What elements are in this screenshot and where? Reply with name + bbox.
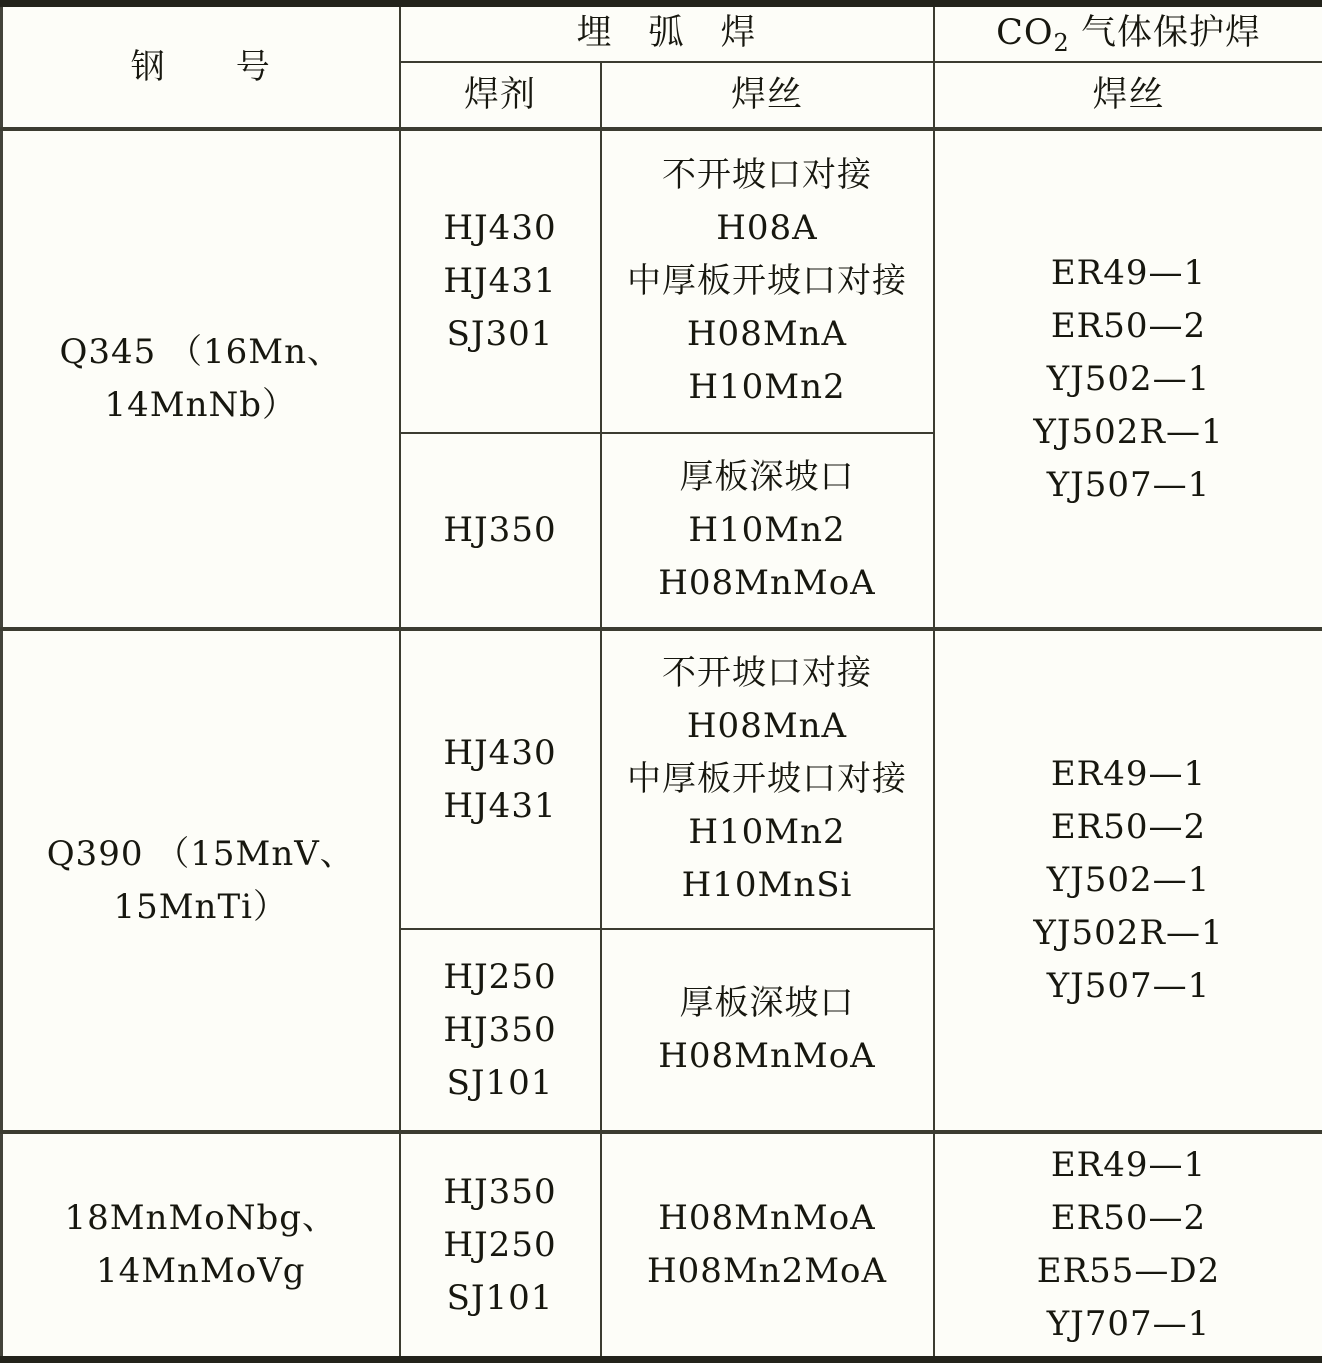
cell-text-line: ER49—1 [1050, 754, 1207, 795]
header-flux: 焊剂 [400, 62, 601, 129]
cell-text-line: HJ250 [443, 956, 557, 997]
cell-text-line: 中厚板开坡口对接 [627, 759, 907, 800]
cell-text-line: H08MnMoA [658, 563, 876, 604]
wire-cell-q345-a [601, 129, 934, 433]
cell-text-line: ER49—1 [1050, 252, 1207, 293]
wire-cell-q345-b [601, 433, 934, 629]
cell-text-line: H08Mn2MoA [646, 1251, 888, 1292]
cell-text-line: ER50—2 [1050, 305, 1207, 346]
steel-grade-cell-18mnmonbg: 18MnMoNbg、14MnMoVg [2, 1132, 400, 1359]
wire-cell-q390-a [601, 629, 934, 929]
cell-text-line: 中厚板开坡口对接 [627, 261, 907, 302]
cell-text-line: H08MnMoA [658, 1036, 876, 1077]
cell-text-line: H08A [716, 208, 818, 249]
cell-text-line: H10Mn2 [688, 812, 846, 853]
flux-cell-q345-b [400, 433, 601, 629]
cell-text-line: YJ502—1 [1046, 358, 1211, 399]
cell-text-line: 厚板深坡口 [679, 457, 855, 498]
cell-text-line: ER50—2 [1050, 807, 1207, 848]
cell-text-line: H08MnA [686, 314, 848, 355]
steel-grade-cell-q345: Q345 （16Mn、14MnNb） [2, 129, 400, 629]
cell-text-line: YJ507—1 [1046, 966, 1211, 1007]
cell-text-line: HJ350 [443, 510, 557, 551]
cell-text-line: HJ430 [443, 208, 557, 249]
co2-label-suffix: 气体保护焊 [1068, 13, 1261, 54]
co2-label-subscript: 2 [1053, 29, 1069, 58]
cell-text-line: HJ350 [443, 1009, 557, 1050]
cell-text-line: YJ502R—1 [1033, 913, 1224, 954]
cell-text-line: ER49—1 [1050, 1145, 1207, 1186]
cell-text-line: YJ507—1 [1046, 464, 1211, 505]
cell-text-line: SJ101 [446, 1062, 554, 1103]
cell-text-line: ER55—D2 [1036, 1251, 1221, 1292]
cell-text-line: 厚板深坡口 [679, 983, 855, 1024]
cell-text-line: YJ502R—1 [1033, 411, 1224, 452]
co2-wire-cell-q345 [934, 129, 1322, 629]
header-submerged-arc-welding-group: 埋 弧 焊 [400, 4, 934, 62]
header-wire-co2: 焊丝 [934, 62, 1322, 129]
steel-grade-cell-q390: Q390 （15MnV、15MnTi） [2, 629, 400, 1132]
wire-cell-18mnmonbg [601, 1132, 934, 1359]
cell-text-line: H08MnA [686, 706, 848, 747]
flux-cell-q390-a [400, 629, 601, 929]
co2-wire-cell-18mnmonbg [934, 1132, 1322, 1359]
cell-text-line: YJ707—1 [1046, 1304, 1211, 1345]
cell-text-line: 不开坡口对接 [662, 653, 872, 694]
cell-text-line: ER50—2 [1050, 1198, 1207, 1239]
cell-text-line: YJ502—1 [1046, 860, 1211, 901]
cell-text-line: HJ431 [443, 261, 557, 302]
flux-cell-q345-a [400, 129, 601, 433]
flux-cell-18mnmonbg [400, 1132, 601, 1359]
cell-text-line: H10MnSi [681, 865, 853, 906]
cell-text-line: H08MnMoA [658, 1198, 876, 1239]
co2-wire-cell-q390 [934, 629, 1322, 1132]
wire-cell-q390-b [601, 929, 934, 1132]
cell-text-line: HJ431 [443, 785, 557, 826]
cell-text-line: 不开坡口对接 [662, 155, 872, 196]
cell-text-line: SJ301 [446, 314, 554, 355]
cell-text-line: HJ430 [443, 732, 557, 773]
cell-text-line: SJ101 [446, 1277, 554, 1318]
co2-label-prefix: CO [996, 13, 1054, 54]
cell-text-line: H10Mn2 [688, 510, 846, 551]
header-steel-grade: 钢 号 [2, 4, 400, 130]
header-wire-saw: 焊丝 [601, 62, 934, 129]
cell-text-line: HJ350 [443, 1171, 557, 1212]
header-co2-shielded-welding-group [934, 4, 1322, 62]
cell-text-line: H10Mn2 [688, 367, 846, 408]
cell-text-line: HJ250 [443, 1224, 557, 1265]
flux-cell-q390-b [400, 929, 601, 1132]
